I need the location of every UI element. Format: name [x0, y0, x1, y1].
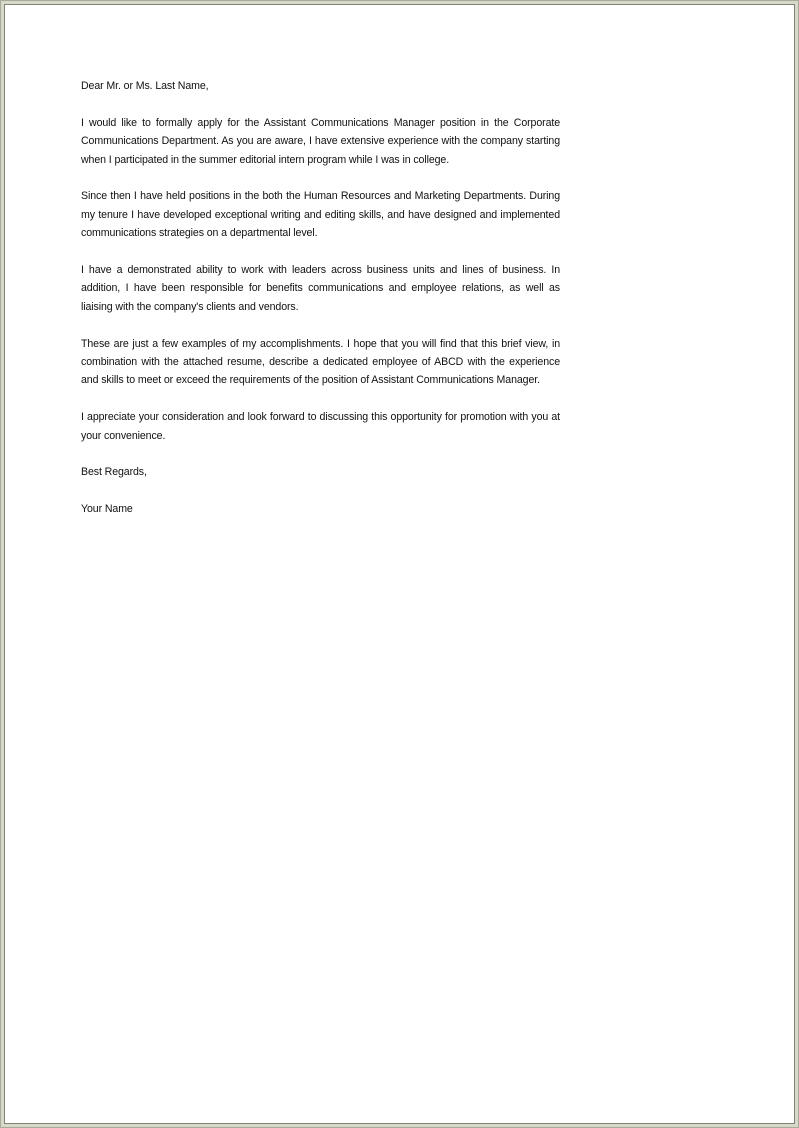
document-page — [4, 4, 795, 1124]
letter-paragraph-2: Since then I have held positions in the both the Human Resources and Marketing Departments. During my tenure I have developed exceptional writing and editing skills, and have designed and implemented communications strategies on a departmental level. — [81, 190, 560, 240]
letter-salutation: Dear Mr. or Ms. Last Name, — [81, 80, 209, 92]
letter-closing: Best Regards, — [81, 466, 147, 479]
letter-paragraph-1: I would like to formally apply for the Assistant Communications Manager position in the Corporate Communications Department. As you are aware, I have extensive experience with the company starting when I participated in the summer editorial intern program while I was in college. — [81, 116, 560, 166]
letter-signature: Your Name — [81, 503, 133, 516]
letter-paragraph-5: I appreciate your consideration and look forward to discussing this opportunity for promotion with you at your convenience. — [81, 411, 560, 442]
cover-letter-body — [81, 77, 560, 537]
letter-paragraph-3: I have a demonstrated ability to work with leaders across business units and lines of business. In addition, I have been responsible for benefits communications and employee relations, as well as liaising with the company's clients and vendors. — [81, 264, 560, 313]
letter-paragraph-4: These are just a few examples of my accomplishments. I hope that you will find that this brief view, in combination with the attached resume, describe a dedicated employee of ABCD with the experience and skills to meet or exceed the requirements of the position of Assistant Communications Manager. — [81, 337, 560, 387]
